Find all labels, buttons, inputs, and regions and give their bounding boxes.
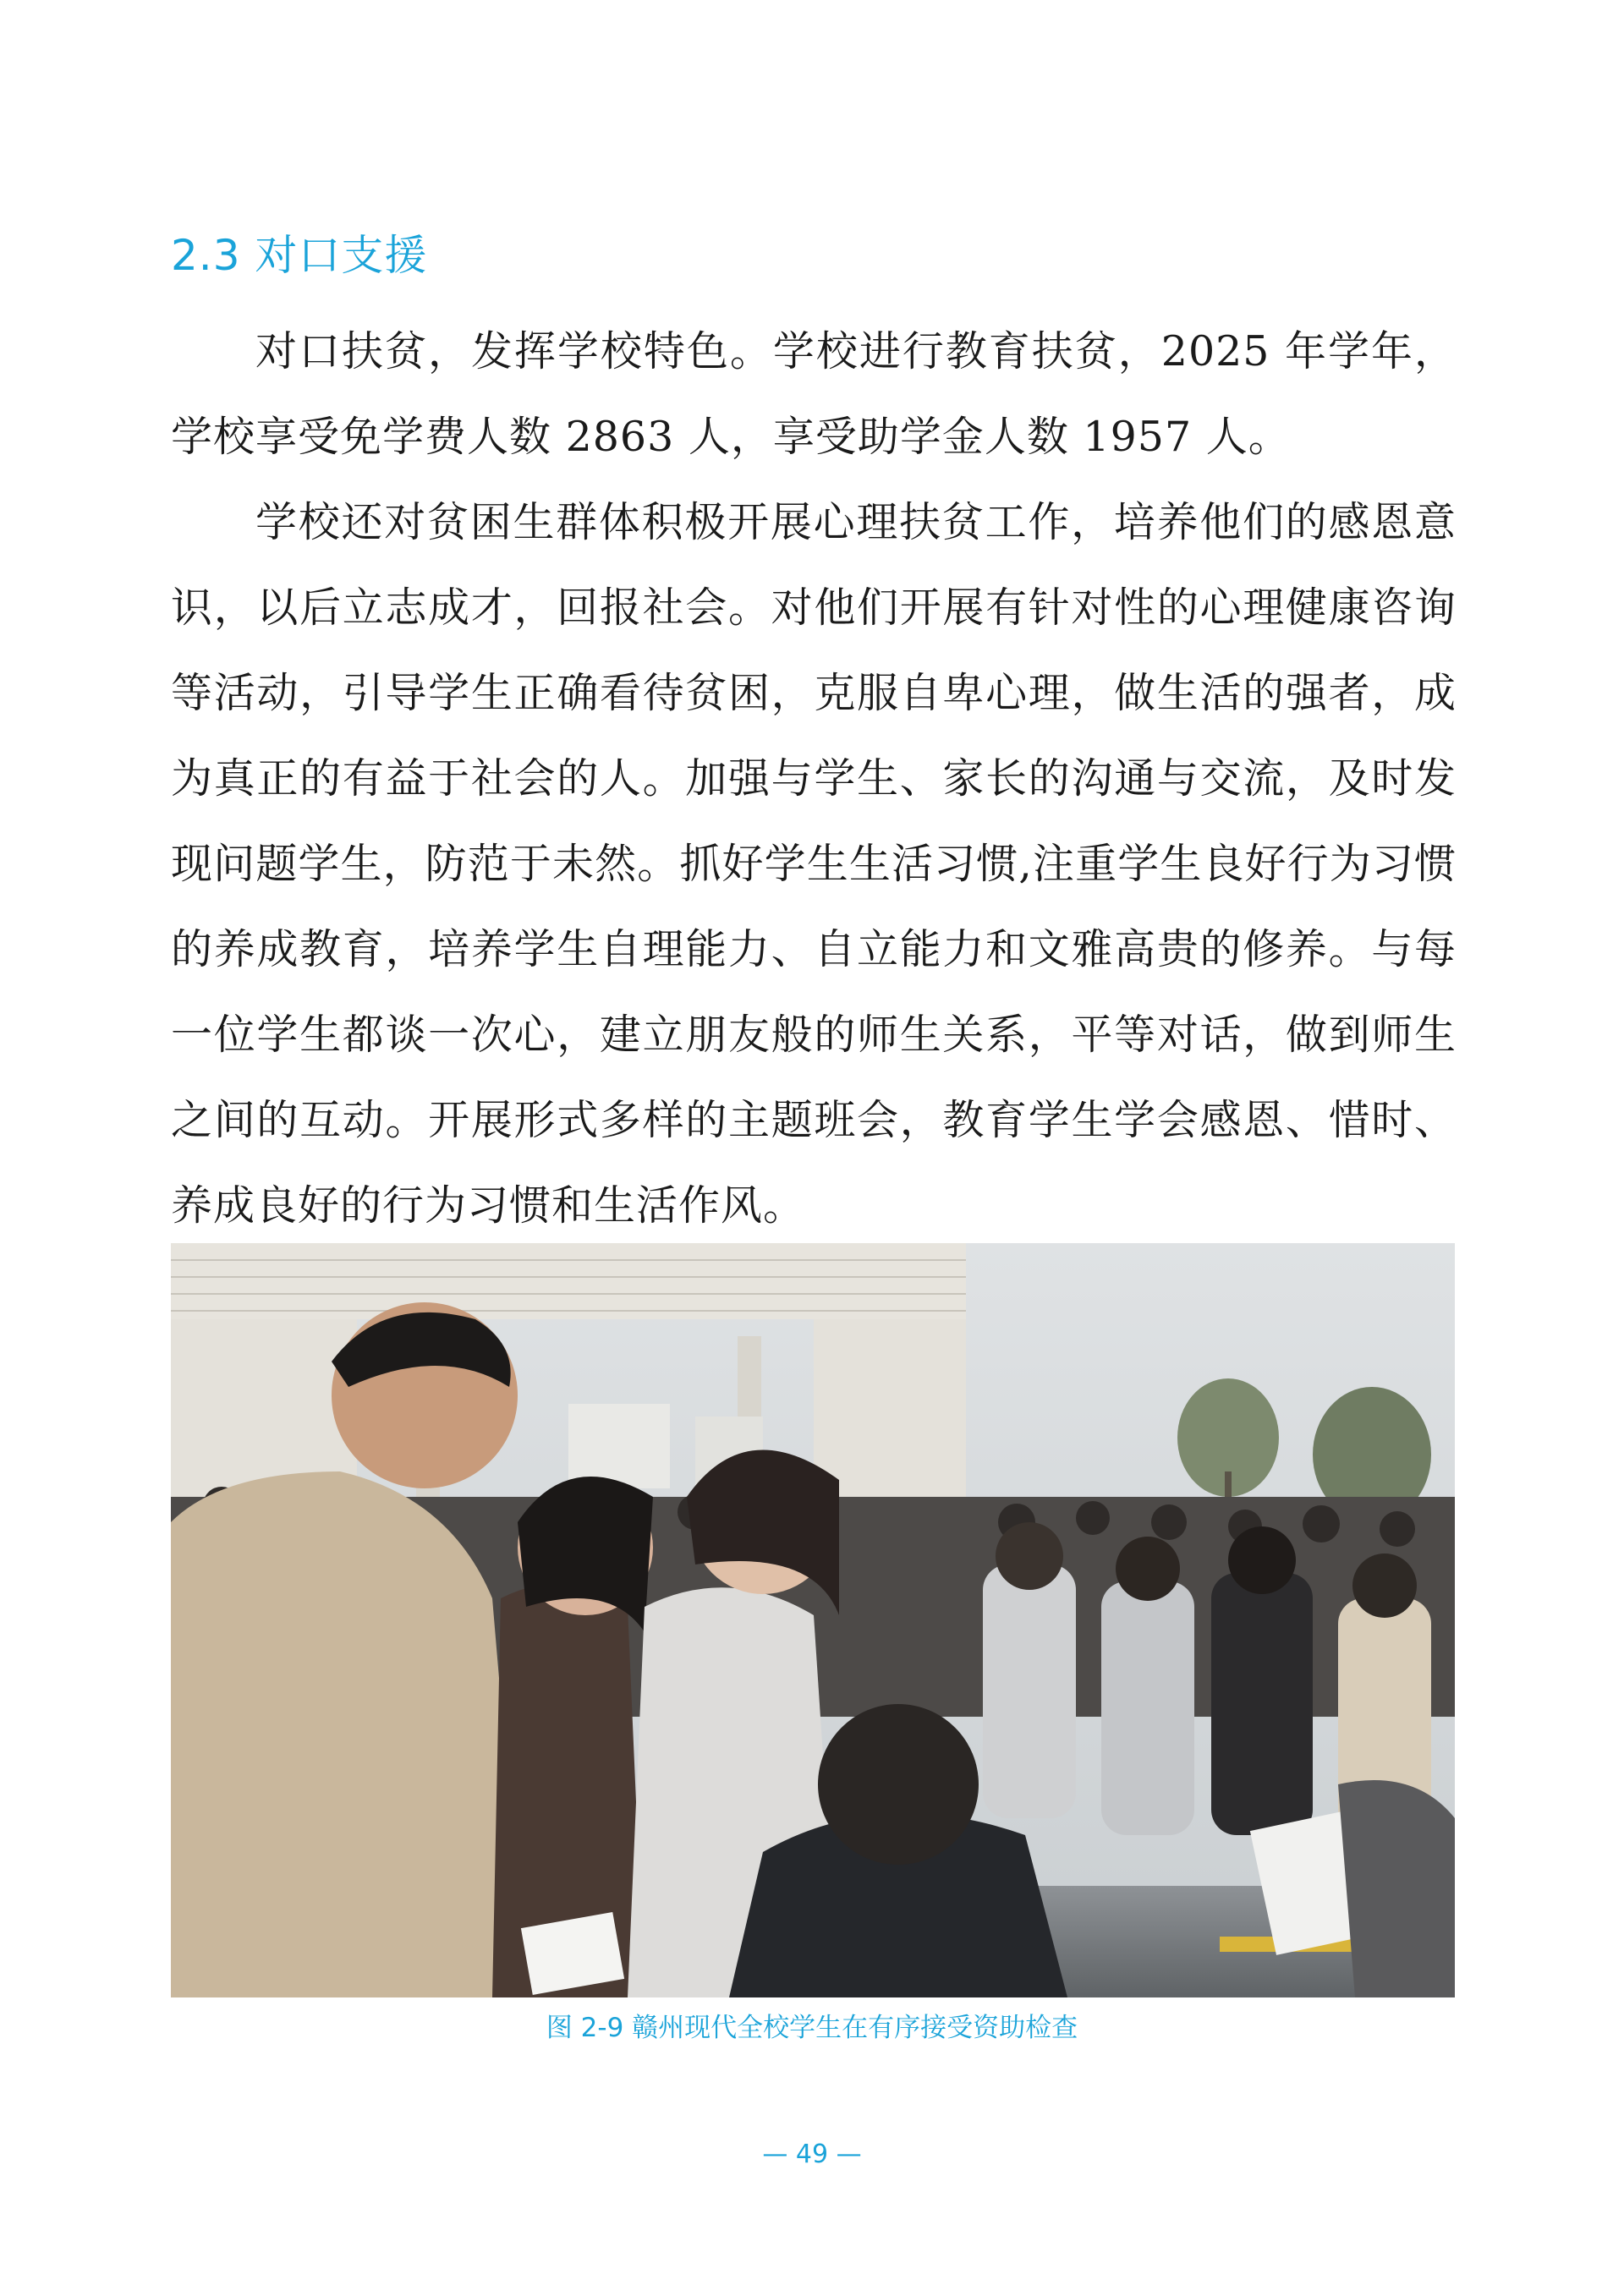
figure-caption: 图 2-9 赣州现代全校学生在有序接受资助检查 (546, 2013, 1078, 2043)
page-number: — 49 — (762, 2140, 862, 2169)
section-heading: 2.3 对口支援 (171, 231, 428, 280)
paragraph-psychological-support: 学校还对贫困生群体积极开展心理扶贫工作，培养他们的感恩意识，以后立志成才，回报社会。对他们开展有针对性的心理健康咨询等活动，引导学生正确看待贫困，克服自卑心理，做生活的强者，成为真正的有益于社会的人。加强与学生、家长的沟通与交流，及时发现问题学生，防范于未然。抓好学生生活习惯,注重学生良好行为习惯的养成教育，培养学生自理能力、自立能力和文雅高贵的修养。与每一位学生都谈一次心，建立朋友般的师生关系，平等对话，做到师生之间的互动。开展形式多样的主题班会，教育学生学会感恩、惜时、养成良好的行为习惯和生活作风。 (171, 498, 1457, 1230)
body-text (171, 309, 1457, 1248)
students-aid-check-photo (171, 1243, 1455, 1997)
paragraph-targeted-poverty-relief: 对口扶贫，发挥学校特色。学校进行教育扶贫，2025 年学年，学校享受免学费人数 2863 人，享受助学金人数 1957 人。 (171, 327, 1457, 461)
